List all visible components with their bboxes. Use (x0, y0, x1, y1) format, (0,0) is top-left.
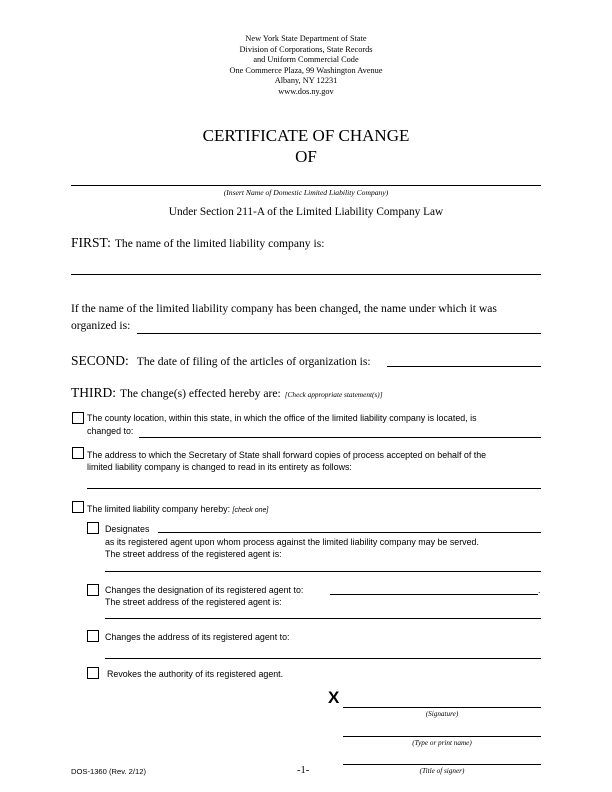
printed-name-field[interactable] (343, 736, 541, 737)
agent-checkbox[interactable] (72, 501, 84, 513)
revokes-checkbox[interactable] (87, 667, 99, 679)
signature-x-mark: X (328, 688, 340, 707)
second-label: SECOND: (71, 353, 129, 368)
agent-text (87, 504, 268, 514)
title-line-2: OF (295, 147, 317, 166)
form-number: DOS-1360 (Rev. 2/12) (71, 767, 146, 776)
new-agent-address-field[interactable] (105, 618, 541, 619)
new-agent-field[interactable] (330, 594, 538, 595)
first-paragraph (71, 234, 324, 252)
changes-designation-period: . (538, 585, 541, 595)
printed-name-caption: (Type or print name) (412, 739, 472, 747)
revokes-label: Revokes the authority of its registered agent. (107, 669, 284, 679)
address-text-1: The address to which the Secretary of State shall forward copies of process accepted on behalf of the (87, 450, 487, 460)
changes-address-checkbox[interactable] (87, 630, 99, 642)
llc-name-caption: (Insert Name of Domestic Limited Liability Company) (223, 188, 389, 197)
county-field[interactable] (139, 437, 541, 438)
changes-designation-checkbox[interactable] (87, 584, 99, 596)
designates-checkbox[interactable] (87, 522, 99, 534)
designated-agent-field[interactable] (158, 532, 541, 533)
designated-agent-address-field[interactable] (105, 571, 541, 572)
llc-name-field[interactable] (71, 185, 541, 186)
designates-text-2: The street address of the registered agent is: (105, 549, 282, 559)
header-line: One Commerce Plaza, 99 Washington Avenue (229, 65, 383, 75)
agent-new-address-field[interactable] (105, 658, 541, 659)
header-line: www.dos.ny.gov (278, 86, 334, 96)
designates-label: Designates (105, 524, 150, 534)
agent-note: [check one] (232, 507, 269, 514)
changes-designation-label: Changes the designation of its registered agent to: (105, 585, 304, 595)
changed-name-text-1: If the name of the limited liability company has been changed, the name under which it was (71, 302, 497, 315)
section-reference: Under Section 211-A of the Limited Liability Company Law (168, 206, 444, 218)
address-text-2: limited liability company is changed to read in its entirety as follows: (87, 462, 352, 472)
county-text-1: The county location, within this state, in which the office of the limited liability company is located, is (87, 413, 477, 423)
agent-label: The limited liability company hereby: (87, 504, 231, 514)
second-text: The date of filing of the articles of organization is: (136, 355, 371, 368)
header-line: New York State Department of State (245, 34, 367, 43)
changes-designation-text-2: The street address of the registered agent is: (105, 597, 282, 607)
original-name-field[interactable] (137, 333, 541, 334)
designates-text-1: as its registered agent upon whom process against the limited liability company may be served. (105, 537, 479, 547)
llc-current-name-field[interactable] (71, 274, 541, 275)
third-paragraph (71, 384, 383, 402)
first-text: The name of the limited liability company is: (114, 237, 325, 250)
county-text-2: changed to: (87, 426, 134, 436)
header-line: Albany, NY 12231 (274, 76, 338, 85)
address-checkbox[interactable] (72, 447, 84, 459)
filing-date-field[interactable] (387, 366, 541, 367)
header-line: and Uniform Commercial Code (253, 55, 359, 64)
third-text: The change(s) effected hereby are: (120, 387, 281, 400)
header-line: Division of Corporations, State Records (239, 44, 373, 54)
title-line-1: CERTIFICATE OF CHANGE (202, 126, 410, 145)
address-field[interactable] (87, 488, 541, 489)
third-label: THIRD: (71, 385, 116, 400)
third-note: [Check appropriate statement(s)] (284, 390, 383, 399)
agency-header (0, 34, 612, 97)
first-label: FIRST: (71, 235, 111, 250)
changes-address-label: Changes the address of its registered agent to: (105, 632, 290, 642)
signer-title-caption: (Title of signer) (419, 767, 465, 775)
document-title (0, 125, 612, 167)
changed-name-text-2: organized is: (71, 319, 131, 332)
signature-caption: (Signature) (425, 710, 459, 718)
signer-title-field[interactable] (343, 764, 541, 765)
page-number: -1- (297, 765, 310, 776)
county-checkbox[interactable] (72, 412, 84, 424)
signature-field[interactable] (343, 707, 541, 708)
second-paragraph (71, 352, 371, 370)
